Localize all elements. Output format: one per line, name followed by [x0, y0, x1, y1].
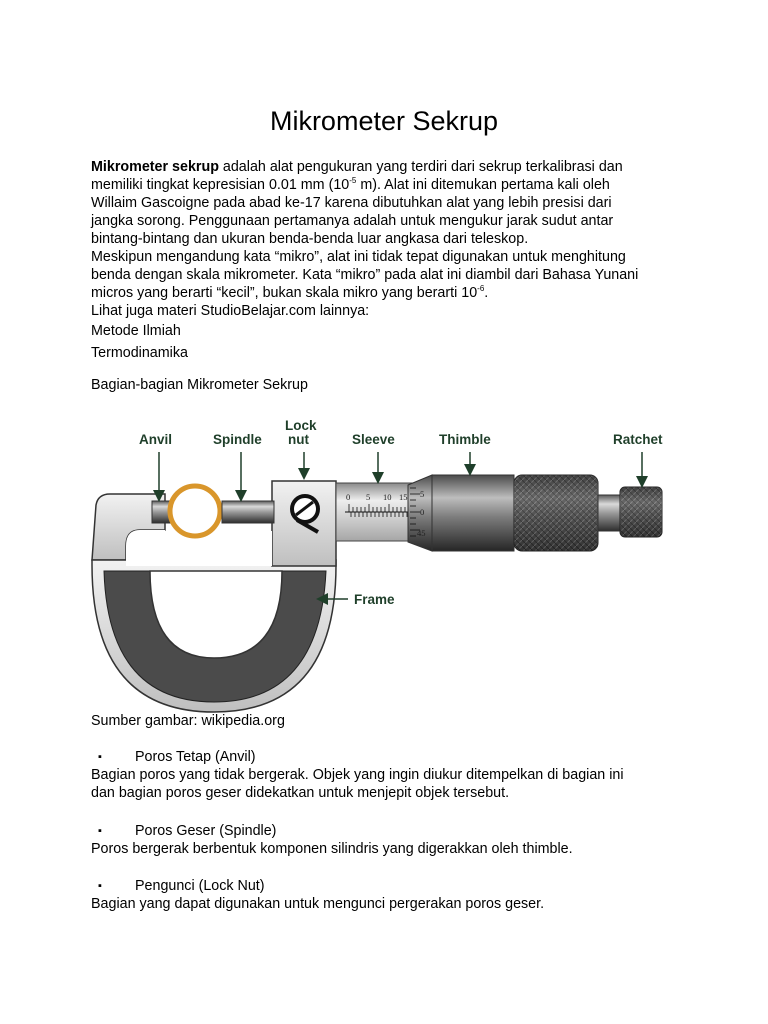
sleeve-scale-0: 0: [346, 492, 351, 502]
intro-line-3: Willaim Gascoigne pada abad ke-17 karena dibutuhkan alat yang lebih presisi dari: [91, 195, 612, 211]
image-source: Sumber gambar: wikipedia.org: [91, 713, 285, 729]
sleeve-scale-15: 15: [399, 492, 408, 502]
bullet-icon: ▪: [98, 825, 102, 837]
label-sleeve: Sleeve: [352, 432, 395, 447]
intro-line-7: benda dengan skala mikrometer. Kata “mikro” pada alat ini diambil dari Bahasa Yunani: [91, 267, 639, 283]
link-metode-ilmiah[interactable]: Metode Ilmiah: [91, 323, 181, 339]
intro-text: adalah alat pengukuran yang terdiri dari sekrup terkalibrasi dan: [218, 159, 623, 175]
label-anvil: Anvil: [139, 432, 173, 447]
thimble-body: [432, 475, 514, 551]
measured-ring: [170, 486, 220, 536]
page-title: Mikrometer Sekrup: [269, 106, 499, 136]
ratchet-neck: [598, 495, 620, 531]
spindle-shaft: [222, 501, 274, 523]
thimble-scale-45: 45: [417, 528, 426, 538]
label-nut: nut: [288, 432, 309, 447]
thimble-scale-0: 0: [420, 507, 425, 517]
label-ratchet: Ratchet: [613, 432, 663, 447]
intro-line-6: Meskipun mengandung kata “mikro”, alat ini tidak tepat digunakan untuk menghitung: [91, 249, 626, 265]
intro-line-5: bintang-bintang dan ukuran benda-benda luar angkasa dari teleskop.: [91, 231, 529, 247]
term-bold: Mikrometer sekrup: [91, 159, 219, 175]
link-termodinamika[interactable]: Termodinamika: [91, 345, 188, 361]
ratchet-knob-shade: [620, 487, 662, 537]
bullet-icon: ▪: [98, 880, 102, 892]
item-label: Poros Tetap (Anvil): [135, 749, 256, 765]
section-heading: Bagian-bagian Mikrometer Sekrup: [91, 377, 308, 393]
item-label: Pengunci (Lock Nut): [135, 878, 265, 894]
intro-line-4: jangka sorong. Penggunaan pertamanya adalah untuk mengukur jarak sudut antar: [91, 213, 614, 229]
item-desc: dan bagian poros geser didekatkan untuk menjepit objek tersebut.: [91, 785, 510, 801]
label-frame: Frame: [354, 592, 395, 607]
superscript: -6: [477, 284, 485, 293]
thimble-scale-5: 5: [420, 489, 425, 499]
thimble-knurl-shade: [514, 475, 598, 551]
anvil-shaft: [152, 501, 170, 523]
label-spindle: Spindle: [213, 432, 262, 447]
intro-line-9: Lihat juga materi StudioBelajar.com lainnya:: [91, 303, 370, 319]
item-desc: Bagian yang dapat digunakan untuk mengunci pergerakan poros geser.: [91, 896, 545, 912]
label-lock: Lock: [285, 418, 317, 433]
sleeve-scale-10: 10: [383, 492, 392, 502]
item-desc: Bagian poros yang tidak bergerak. Objek yang ingin diukur ditempelkan di bagian ini: [91, 767, 624, 783]
superscript: -5: [349, 176, 357, 185]
label-thimble: Thimble: [439, 432, 491, 447]
intro-text: micros yang berarti “kecil”, bukan skala mikro yang berarti 10: [91, 285, 478, 301]
bullet-icon: ▪: [98, 751, 102, 763]
intro-text: m). Alat ini ditemukan pertama kali oleh: [356, 177, 610, 193]
item-label: Poros Geser (Spindle): [135, 823, 277, 839]
intro-text: memiliki tingkat kepresisian 0.01 mm (10: [91, 177, 350, 193]
sleeve-scale-5: 5: [366, 492, 371, 502]
item-desc: Poros bergerak berbentuk komponen silindris yang digerakkan oleh thimble.: [91, 841, 573, 857]
intro-text: .: [484, 285, 489, 301]
